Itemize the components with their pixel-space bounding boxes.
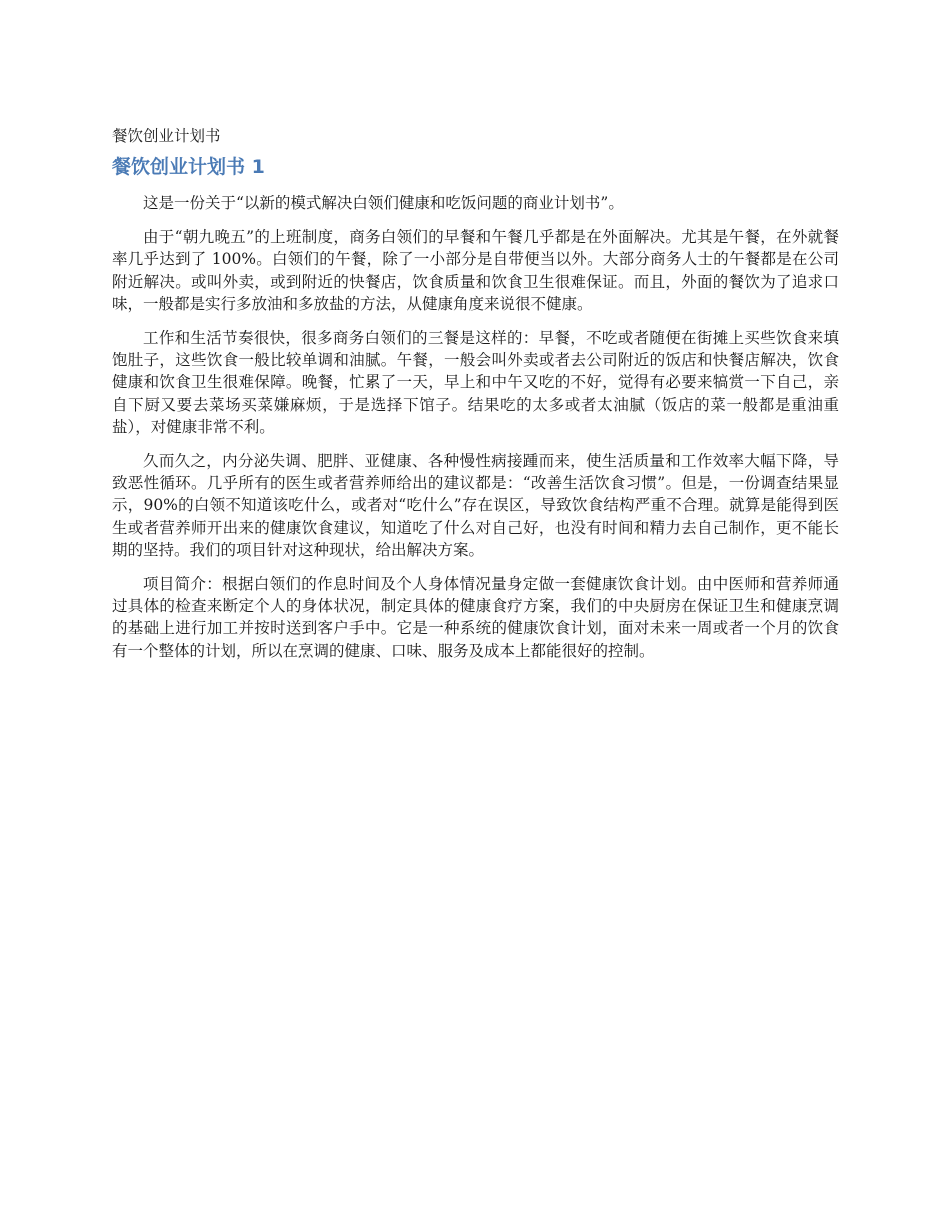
paragraph-daily-meals: 工作和生活节奏很快，很多商务白领们的三餐是这样的：早餐，不吃或者随便在街摊上买些饮食来填饱肚子，这些饮食一般比较单调和油腻。午餐，一般会叫外卖或者去公司附近的饭店和快餐店解决，饮食健康和饮食卫生很难保障。晚餐，忙累了一天，早上和中午又吃的不好，觉得有必要来犒赏一下自己，亲自下厨又要去菜场买菜嫌麻烦，于是选择下馆子。结果吃的太多或者太油腻（饭店的菜一般都是重油重盐），对健康非常不利。 (112, 329, 839, 436)
document-page (112, 124, 839, 674)
document-title: 餐饮创业计划书 (112, 127, 221, 145)
paragraph-project-summary: 项目简介：根据白领们的作息时间及个人身体情况量身定做一套健康饮食计划。由中医师和营养师通过具体的检查来断定个人的身体状况，制定具体的健康食疗方案，我们的中央厨房在保证卫生和健康烹调的基础上进行加工并按时送到客户手中。它是一种系统的健康饮食计划，面对未来一周或者一个月的饮食有一个整体的计划，所以在烹调的健康、口味、服务及成本上都能很好的控制。 (112, 575, 839, 660)
paragraph-background: 由于“朝九晚五”的上班制度，商务白领们的早餐和午餐几乎都是在外面解决。尤其是午餐，在外就餐率几乎达到了 100%。白领们的午餐，除了一小部分是自带便当以外。大部分商务人士的午餐都是在公司附近解决。或叫外卖，或到附近的快餐店，饮食质量和饮食卫生很难保证。而且，外面的餐饮为了追求口味，一般都是实行多放油和多放盐的方法，从健康角度来说很不健康。 (112, 228, 839, 313)
paragraph-health-problems: 久而久之，内分泌失调、肥胖、亚健康、各种慢性病接踵而来，使生活质量和工作效率大幅下降，导致恶性循环。几乎所有的医生或者营养师给出的建议都是：“改善生活饮食习惯”。但是，一份调查结果显示，90%的白领不知道该吃什么，或者对“吃什么”存在误区，导致饮食结构严重不合理。就算是能得到医生或者营养师开出来的健康饮食建议，知道吃了什么对自己好，也没有时间和精力去自己制作，更不能长期的坚持。我们的项目针对这种现状，给出解决方案。 (112, 452, 839, 559)
paragraph-intro: 这是一份关于“以新的模式解决白领们健康和吃饭问题的商业计划书”。 (143, 194, 624, 212)
section-heading: 餐饮创业计划书 1 (112, 156, 265, 178)
